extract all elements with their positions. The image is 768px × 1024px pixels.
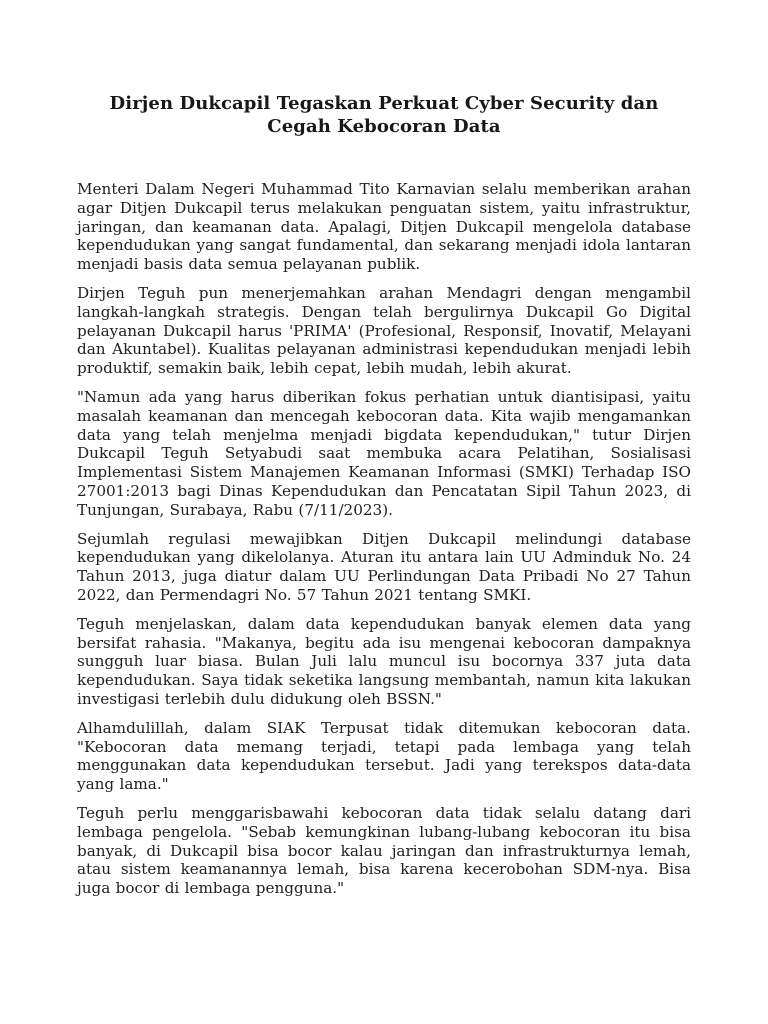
paragraph-3: "Namun ada yang harus diberikan fokus perhatian untuk diantisipasi, yaitu masalah keamanan dan mencegah kebocoran data. Kita wajib mengamankan data yang telah menjelma menjadi bigdata kependudukan," tutur Dirjen Dukcapil Teguh Setyabudi saat membuka acara Pelatihan, Sosialisasi Implementasi Sistem Manajemen Keamanan Informasi (SMKI) Terhadap ISO 27001:2013 bagi Dinas Kependudukan dan Pencatatan Sipil Tahun 2023, di Tunjungan, Surabaya, Rabu (7/11/2023). bbox=[77, 387, 691, 519]
paragraph-6: Alhamdulillah, dalam SIAK Terpusat tidak ditemukan kebocoran data. "Kebocoran data memang terjadi, tetapi pada lembaga yang telah menggunakan data kependudukan tersebut. Jadi yang terekspos data-data yang lama." bbox=[77, 718, 691, 794]
document-title: Dirjen Dukcapil Tegaskan Perkuat Cyber Security dan Cegah Kebocoran Data bbox=[109, 93, 659, 137]
paragraph-1: Menteri Dalam Negeri Muhammad Tito Karnavian selalu memberikan arahan agar Ditjen Dukcapil terus melakukan penguatan sistem, yaitu infrastruktur, jaringan, dan keamanan data. Apalagi, Ditjen Dukcapil mengelola database kependudukan yang sangat fundamental, dan sekarang menjadi idola lantaran menjadi basis data semua pelayanan publik. bbox=[77, 180, 691, 274]
paragraph-7: Teguh perlu menggarisbawahi kebocoran data tidak selalu datang dari lembaga pengelola. "Sebab kemungkinan lubang-lubang kebocoran itu bisa banyak, di Dukcapil bisa bocor kalau jaringan dan infrastrukturnya lemah, atau sistem keamanannya lemah, bisa karena kecerobohan SDM-nya. Bisa juga bocor di lembaga pengguna." bbox=[77, 803, 691, 898]
paragraph-4: Sejumlah regulasi mewajibkan Ditjen Dukcapil melindungi database kependudukan yang dikelolanya. Aturan itu antara lain UU Adminduk No. 24 Tahun 2013, juga diatur dalam UU Perlindungan Data Pribadi No 27 Tahun 2022, dan Permendagri No. 57 Tahun 2021 tentang SMKI. bbox=[77, 529, 691, 604]
paragraph-5: Teguh menjelaskan, dalam data kependudukan banyak elemen data yang bersifat rahasia. "Makanya, begitu ada isu mengenai kebocoran dampaknya sungguh luar biasa. Bulan Juli lalu muncul isu bocornya 337 juta data kependudukan. Saya tidak seketika langsung membantah, namun kita lakukan investigasi terlebih dulu didukung oleh BSSN." bbox=[77, 614, 691, 708]
paragraph-2: Dirjen Teguh pun menerjemahkan arahan Mendagri dengan mengambil langkah-langkah strategis. Dengan telah bergulirnya Dukcapil Go Digital pelayanan Dukcapil harus 'PRIMA' (Profesional, Responsif, Inovatif, Melayani dan Akuntabel). Kualitas pelayanan administrasi kependudukan menjadi lebih produktif, semakin baik, lebih cepat, lebih mudah, lebih akurat. bbox=[77, 283, 691, 378]
